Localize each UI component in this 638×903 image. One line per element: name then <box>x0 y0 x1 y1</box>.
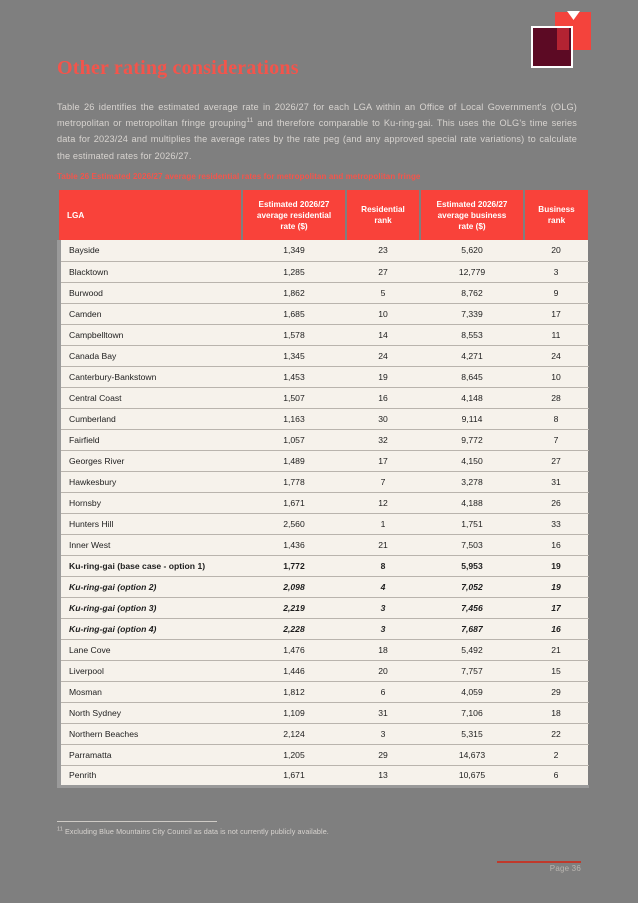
footer-rule <box>497 861 581 863</box>
table-caption: Table 26 Estimated 2026/27 average residential rates for metropolitan and metropolitan fringe <box>57 172 421 181</box>
cell-lga: Northern Beaches <box>59 723 242 744</box>
logo-overlap-icon <box>557 28 569 50</box>
cell-business-rank: 29 <box>524 681 588 702</box>
cell-business-rank: 6 <box>524 765 588 786</box>
cell-residential-rank: 12 <box>346 492 420 513</box>
page-title: Other rating considerations <box>57 57 299 79</box>
table-row <box>59 534 588 555</box>
cell-residential-rank: 10 <box>346 303 420 324</box>
page-number: Page 36 <box>549 864 581 873</box>
cell-residential-rate: 1,436 <box>242 534 346 555</box>
cell-residential-rate: 1,163 <box>242 408 346 429</box>
cell-business-rate: 7,687 <box>420 618 524 639</box>
cell-business-rate: 5,315 <box>420 723 524 744</box>
cell-lga: Cumberland <box>59 408 242 429</box>
cell-residential-rank: 3 <box>346 597 420 618</box>
table-header-row <box>59 190 588 240</box>
cell-business-rate: 5,492 <box>420 639 524 660</box>
cell-business-rank: 28 <box>524 387 588 408</box>
cell-residential-rank: 13 <box>346 765 420 786</box>
cell-residential-rate: 2,560 <box>242 513 346 534</box>
cell-business-rate: 12,779 <box>420 261 524 282</box>
table-row <box>59 597 588 618</box>
cell-residential-rank: 17 <box>346 450 420 471</box>
cell-business-rank: 21 <box>524 639 588 660</box>
cell-business-rate: 8,645 <box>420 366 524 387</box>
cell-business-rate: 7,456 <box>420 597 524 618</box>
table-row <box>59 702 588 723</box>
cell-residential-rate: 1,685 <box>242 303 346 324</box>
cell-residential-rate: 2,098 <box>242 576 346 597</box>
cell-residential-rate: 1,671 <box>242 492 346 513</box>
cell-business-rank: 31 <box>524 471 588 492</box>
cell-residential-rank: 21 <box>346 534 420 555</box>
column-header-lga: LGA <box>59 190 242 240</box>
cell-residential-rank: 19 <box>346 366 420 387</box>
cell-residential-rate: 1,205 <box>242 744 346 765</box>
cell-lga: Ku-ring-gai (base case - option 1) <box>59 555 242 576</box>
cell-business-rate: 3,278 <box>420 471 524 492</box>
cell-residential-rank: 4 <box>346 576 420 597</box>
cell-lga: Bayside <box>59 240 242 261</box>
table-row <box>59 471 588 492</box>
cell-lga: Mosman <box>59 681 242 702</box>
cell-business-rate: 5,953 <box>420 555 524 576</box>
cell-lga: Penrith <box>59 765 242 786</box>
cell-residential-rate: 1,489 <box>242 450 346 471</box>
cell-residential-rate: 1,345 <box>242 345 346 366</box>
table-row <box>59 723 588 744</box>
cell-lga: Hunters Hill <box>59 513 242 534</box>
cell-business-rank: 15 <box>524 660 588 681</box>
cell-residential-rank: 23 <box>346 240 420 261</box>
cell-business-rate: 1,751 <box>420 513 524 534</box>
table-row <box>59 282 588 303</box>
cell-residential-rate: 1,772 <box>242 555 346 576</box>
cell-lga: Ku-ring-gai (option 3) <box>59 597 242 618</box>
cell-business-rank: 3 <box>524 261 588 282</box>
cell-business-rank: 24 <box>524 345 588 366</box>
cell-residential-rank: 24 <box>346 345 420 366</box>
cell-residential-rank: 30 <box>346 408 420 429</box>
cell-residential-rate: 1,578 <box>242 324 346 345</box>
table-row <box>59 681 588 702</box>
cell-lga: Lane Cove <box>59 639 242 660</box>
cell-business-rank: 17 <box>524 597 588 618</box>
table-row <box>59 429 588 450</box>
table-row <box>59 366 588 387</box>
cell-business-rate: 5,620 <box>420 240 524 261</box>
column-header-business-rank: Business rank <box>524 190 588 240</box>
cell-business-rank: 9 <box>524 282 588 303</box>
footnote-reference: 11 <box>246 117 254 125</box>
cell-residential-rate: 1,476 <box>242 639 346 660</box>
cell-lga: Central Coast <box>59 387 242 408</box>
cell-residential-rank: 20 <box>346 660 420 681</box>
cell-business-rank: 10 <box>524 366 588 387</box>
body-paragraph-part1: Table 26 identifies the estimated average rate in 2026/27 for each LGA within an Office of Local Government's (OLG) metropolitan or metropolitan fringe grouping <box>57 102 577 129</box>
table-row <box>59 240 588 261</box>
cell-business-rank: 27 <box>524 450 588 471</box>
cell-residential-rate: 2,219 <box>242 597 346 618</box>
cell-residential-rank: 1 <box>346 513 420 534</box>
footnote-marker: 11 <box>57 826 63 833</box>
cell-business-rank: 2 <box>524 744 588 765</box>
cell-business-rank: 22 <box>524 723 588 744</box>
cell-residential-rate: 2,124 <box>242 723 346 744</box>
footnote-separator <box>57 821 217 822</box>
table-body <box>59 240 588 786</box>
cell-residential-rank: 14 <box>346 324 420 345</box>
table-row <box>59 618 588 639</box>
cell-lga: Hawkesbury <box>59 471 242 492</box>
cell-business-rank: 20 <box>524 240 588 261</box>
cell-business-rate: 9,772 <box>420 429 524 450</box>
rates-table-container <box>57 190 586 788</box>
cell-business-rate: 14,673 <box>420 744 524 765</box>
table-row <box>59 576 588 597</box>
cell-residential-rate: 1,507 <box>242 387 346 408</box>
cell-business-rank: 16 <box>524 618 588 639</box>
cell-lga: Burwood <box>59 282 242 303</box>
column-header-business-rate: Estimated 2026/27 average business rate ($) <box>420 190 524 240</box>
cell-residential-rank: 3 <box>346 618 420 639</box>
cell-lga: Parramatta <box>59 744 242 765</box>
cell-business-rate: 4,271 <box>420 345 524 366</box>
cell-lga: Liverpool <box>59 660 242 681</box>
cell-residential-rate: 2,228 <box>242 618 346 639</box>
cell-business-rate: 7,503 <box>420 534 524 555</box>
cell-business-rate: 4,148 <box>420 387 524 408</box>
cell-lga: Georges River <box>59 450 242 471</box>
cell-residential-rank: 16 <box>346 387 420 408</box>
cell-business-rank: 18 <box>524 702 588 723</box>
cell-lga: Ku-ring-gai (option 2) <box>59 576 242 597</box>
cell-residential-rate: 1,671 <box>242 765 346 786</box>
cell-business-rate: 8,553 <box>420 324 524 345</box>
table-row <box>59 303 588 324</box>
cell-residential-rate: 1,778 <box>242 471 346 492</box>
cell-lga: Campbelltown <box>59 324 242 345</box>
cell-residential-rate: 1,057 <box>242 429 346 450</box>
cell-residential-rate: 1,453 <box>242 366 346 387</box>
cell-residential-rank: 7 <box>346 471 420 492</box>
cell-residential-rank: 18 <box>346 639 420 660</box>
column-header-residential-rank: Residential rank <box>346 190 420 240</box>
cell-residential-rate: 1,109 <box>242 702 346 723</box>
cell-business-rate: 7,757 <box>420 660 524 681</box>
cell-lga: Hornsby <box>59 492 242 513</box>
cell-lga: Canada Bay <box>59 345 242 366</box>
table-row <box>59 513 588 534</box>
cell-business-rate: 4,188 <box>420 492 524 513</box>
cell-lga: Camden <box>59 303 242 324</box>
table-row <box>59 765 588 786</box>
table-row <box>59 408 588 429</box>
cell-residential-rank: 5 <box>346 282 420 303</box>
body-paragraph-part2: and therefore comparable to Ku-ring-gai. This uses the OLG's time series data for 2023/24 and multiplies the average rates by the rate peg (and any approved special rate variations) to calculate the estimated rates for 2026/27. <box>57 118 577 161</box>
cell-lga: Canterbury-Bankstown <box>59 366 242 387</box>
cell-business-rate: 10,675 <box>420 765 524 786</box>
cell-business-rank: 19 <box>524 555 588 576</box>
cell-business-rank: 7 <box>524 429 588 450</box>
cell-lga: Inner West <box>59 534 242 555</box>
column-header-residential-rate: Estimated 2026/27 average residential rate ($) <box>242 190 346 240</box>
cell-lga: Fairfield <box>59 429 242 450</box>
organisation-logo <box>531 12 591 70</box>
cell-business-rank: 26 <box>524 492 588 513</box>
cell-business-rank: 8 <box>524 408 588 429</box>
cell-business-rank: 11 <box>524 324 588 345</box>
cell-business-rate: 4,150 <box>420 450 524 471</box>
table-row <box>59 324 588 345</box>
table-row <box>59 450 588 471</box>
cell-residential-rank: 8 <box>346 555 420 576</box>
cell-residential-rank: 6 <box>346 681 420 702</box>
cell-business-rate: 9,114 <box>420 408 524 429</box>
table-row <box>59 744 588 765</box>
cell-lga: Blacktown <box>59 261 242 282</box>
cell-residential-rank: 27 <box>346 261 420 282</box>
table-row <box>59 660 588 681</box>
cell-business-rate: 4,059 <box>420 681 524 702</box>
table-row <box>59 492 588 513</box>
cell-residential-rank: 31 <box>346 702 420 723</box>
cell-business-rank: 17 <box>524 303 588 324</box>
cell-residential-rate: 1,812 <box>242 681 346 702</box>
cell-residential-rank: 3 <box>346 723 420 744</box>
table-row <box>59 639 588 660</box>
rates-table <box>57 190 589 788</box>
table-row <box>59 261 588 282</box>
footnote-text: Excluding Blue Mountains City Council as data is not currently publicly available. <box>62 827 329 836</box>
cell-business-rate: 8,762 <box>420 282 524 303</box>
cell-business-rank: 16 <box>524 534 588 555</box>
body-paragraph <box>57 99 577 164</box>
cell-residential-rate: 1,349 <box>242 240 346 261</box>
cell-residential-rate: 1,862 <box>242 282 346 303</box>
cell-business-rate: 7,106 <box>420 702 524 723</box>
footnote <box>57 827 577 837</box>
cell-business-rank: 19 <box>524 576 588 597</box>
cell-lga: North Sydney <box>59 702 242 723</box>
cell-residential-rate: 1,285 <box>242 261 346 282</box>
cell-residential-rank: 32 <box>346 429 420 450</box>
cell-business-rate: 7,339 <box>420 303 524 324</box>
cell-residential-rate: 1,446 <box>242 660 346 681</box>
table-row <box>59 345 588 366</box>
table-row <box>59 387 588 408</box>
table-row <box>59 555 588 576</box>
cell-business-rate: 7,052 <box>420 576 524 597</box>
cell-lga: Ku-ring-gai (option 4) <box>59 618 242 639</box>
table-header <box>59 190 588 240</box>
cell-residential-rank: 29 <box>346 744 420 765</box>
cell-business-rank: 33 <box>524 513 588 534</box>
